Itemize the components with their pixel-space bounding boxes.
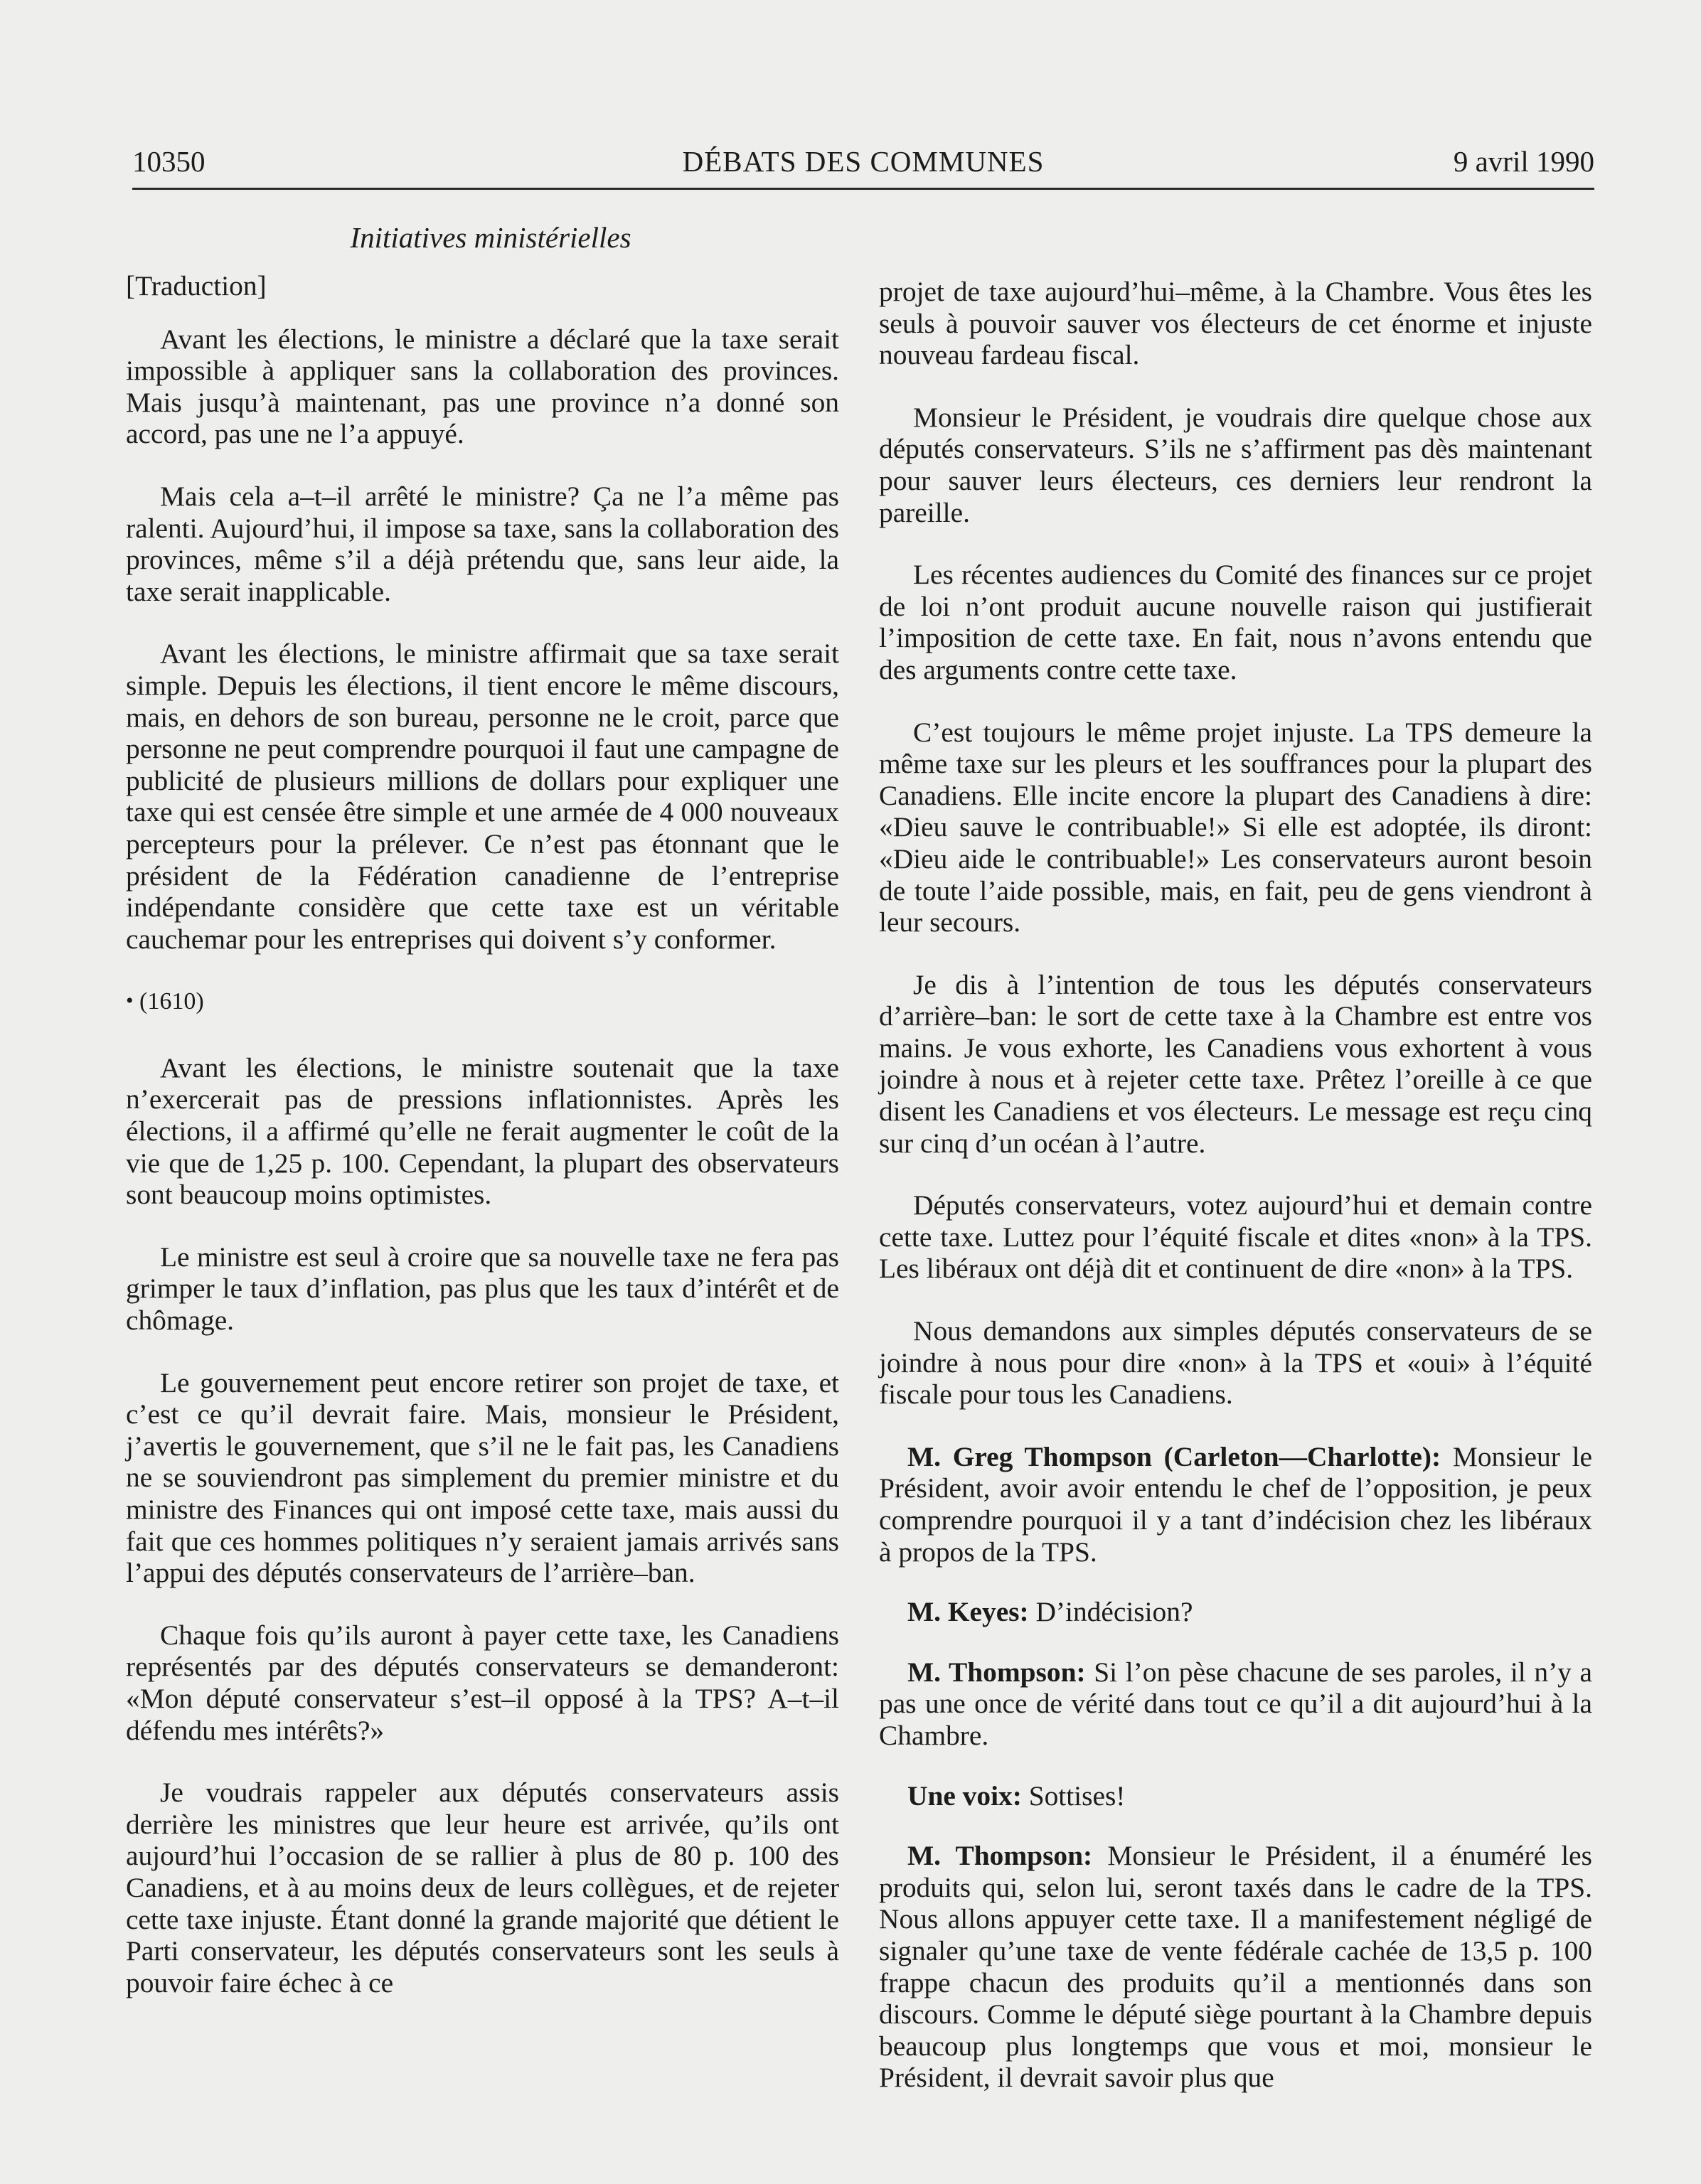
left-column xyxy=(126,270,839,2029)
paragraph: Les récentes audiences du Comité des finances sur ce projet de loi n’ont produit aucune nouvelle raison qui justifierait l’imposition de cette taxe. En fait, nous n’avons entendu que des arguments contre cette taxe. xyxy=(879,559,1592,685)
page-number: 10350 xyxy=(132,145,206,178)
paragraph: Mais cela a–t–il arrêté le ministre? Ça ne l’a même pas ralenti. Aujourd’hui, il impose sa taxe, sans la collaboration des provinces, même s’il a déjà prétendu que, sans leur aide, la taxe serait inapplicable. xyxy=(126,480,839,607)
paragraph: Avant les élections, le ministre a déclaré que la taxe serait impossible à appliquer sans la collaboration des provinces. Mais jusqu’à maintenant, pas une province n’a donné son accord, pas une ne l’a appuyé. xyxy=(126,323,839,450)
publication-title: DÉBATS DES COMMUNES xyxy=(682,145,1045,178)
paragraph: Nous demandons aux simples députés conservateurs de se joindre à nous pour dire «non» à la TPS et «oui» à l’équité fiscale pour tous les Canadiens. xyxy=(879,1315,1592,1410)
paragraph: Monsieur le Président, je voudrais dire quelque chose aux députés conservateurs. S’ils ne s’affirment pas dès maintenant pour sauver leurs électeurs, ces derniers leur rendront la pareille. xyxy=(879,401,1592,528)
speech-text: Si l’on pèse chacune de ses paroles, il n’y a pas une once de vérité dans tout ce qu’il a dit aujourd’hui à la Chambre. xyxy=(879,1656,1592,1751)
speaker-name: M. Keyes: xyxy=(907,1596,1029,1628)
paragraph: Députés conservateurs, votez aujourd’hui et demain contre cette taxe. Luttez pour l’équité fiscale et dites «non» à la TPS. Les libéraux ont déjà dit et continuent de dire «non» à la TPS. xyxy=(879,1189,1592,1285)
speech xyxy=(879,1780,1592,1812)
paragraph: Le gouvernement peut encore retirer son projet de taxe, et c’est ce qu’il devrait faire. Mais, monsieur le Président, j’avertis le gouvernement, que s’il ne le fait pas, les Canadiens ne se souviendront pas simplement du premier ministre et du ministre des Finances qui ont imposé cette taxe, mais aussi du fait que ces hommes politiques n’y seraient jamais arrivés sans l’appui des députés conservateurs de l’arrière–ban. xyxy=(126,1366,839,1589)
section-title: Initiatives ministérielles xyxy=(350,221,631,254)
bullet-icon: • xyxy=(126,989,134,1013)
speech-text: D’indécision? xyxy=(1028,1596,1193,1628)
paragraph: Avant les élections, le ministre affirmait que sa taxe serait simple. Depuis les élections, il tient encore le même discours, mais, en dehors de son bureau, personne ne le croit, parce que personne ne peut comprendre pourquoi il faut une campagne de publicité de plusieurs millions de dollars pour expliquer une taxe qui est censée être simple et une armée de 4 000 nouveaux percepteurs pour la prélever. Ce n’est pas étonnant que le président de la Fédération canadienne de l’entreprise indépendante considère que cette taxe est un véritable cauchemar pour les entreprises qui doivent s’y conformer. xyxy=(126,638,839,955)
paragraph: Je dis à l’intention de tous les députés conservateurs d’arrière–ban: le sort de cette taxe à la Chambre est entre vos mains. Je vous exhorte, les Canadiens vous exhortent à vous joindre à nous et à rejeter cette taxe. Prêtez l’oreille à ce que disent les Canadiens et vos électeurs. Le message est reçu cinq sur cinq d’un océan à l’autre. xyxy=(879,968,1592,1159)
speaker-name: Une voix: xyxy=(907,1779,1022,1811)
speech xyxy=(879,1596,1592,1628)
right-column xyxy=(879,276,1592,2122)
page-header xyxy=(132,141,1594,190)
speech xyxy=(879,1441,1592,1568)
speaker-name: M. Thompson: xyxy=(907,1656,1086,1688)
speech-text: Monsieur le Président, avoir avoir entendu le chef de l’opposition, je peux comprendre pourquoi il y a tant d’indécision chez les libéraux à propos de la TPS. xyxy=(879,1440,1593,1568)
publication-date: 9 avril 1990 xyxy=(1453,145,1594,178)
paragraph: Le ministre est seul à croire que sa nouvelle taxe ne fera pas grimper le taux d’inflation, pas plus que les taux d’intérêt et de chômage. xyxy=(126,1241,839,1337)
speaker-name: M. Thompson: xyxy=(907,1840,1093,1872)
speaker-name: M. Greg Thompson (Carleton—Charlotte): xyxy=(907,1440,1441,1472)
speech-text: Sottises! xyxy=(1021,1779,1126,1811)
translation-tag: [Traduction] xyxy=(126,270,267,301)
speech xyxy=(879,1656,1592,1752)
paragraph: C’est toujours le même projet injuste. La TPS demeure la même taxe sur les pleurs et les souffrances pour la plupart des Canadiens. Elle incite encore la plupart des Canadiens à dire: «Dieu sauve le contribuable!» Si elle est adoptée, ils diront: «Dieu aide le contribuable!» Les conservateurs auront besoin de toute l’aide possible, mais, en fait, peu de gens viendront à leur secours. xyxy=(879,716,1592,938)
paragraph: Chaque fois qu’ils auront à payer cette taxe, les Canadiens représentés par des députés conservateurs se demanderont: «Mon député conservateur s’est–il opposé à la TPS? A–t–il défendu mes intérêts?» xyxy=(126,1619,839,1746)
timestamp: (1610) xyxy=(139,988,204,1015)
speech xyxy=(879,1840,1592,2094)
speech-text: Monsieur le Président, il a énuméré les produits qui, selon lui, seront taxés dans le cadre de la TPS. Nous allons appuyer cette taxe. Il a manifestement négligé de signaler qu’une taxe de vente fédérale cachée de 13,5 p. 100 frappe chacun des produits qu’il a mentionnés dans son discours. Comme le député siège pourtant à la Chambre depuis beaucoup plus longtemps que vous et moi, monsieur le Président, il devrait savoir plus que xyxy=(879,1840,1592,2094)
paragraph: Avant les élections, le ministre soutenait que la taxe n’exercerait pas de pressions inflationnistes. Après les élections, il a affirmé qu’elle ne ferait augmenter le coût de la vie que de 1,25 p. 100. Cependant, la plupart des observateurs sont beaucoup moins optimistes. xyxy=(126,1051,839,1211)
paragraph: Je voudrais rappeler aux députés conservateurs assis derrière les ministres que leur heure est arrivée, qu’ils ont aujourd’hui l’occasion de se rallier à plus de 80 p. 100 des Canadiens, et à au moins deux de leurs collègues, et de rejeter cette taxe injuste. Étant donné la grande majorité que détient le Parti conservateur, les députés conservateurs sont les seuls à pouvoir faire échec à ce xyxy=(126,1777,839,1998)
paragraph: projet de taxe aujourd’hui–même, à la Chambre. Vous êtes les seuls à pouvoir sauver vos électeurs de cet énorme et injuste nouveau fardeau fiscal. xyxy=(879,276,1592,371)
timestamp-marker xyxy=(126,985,839,1018)
